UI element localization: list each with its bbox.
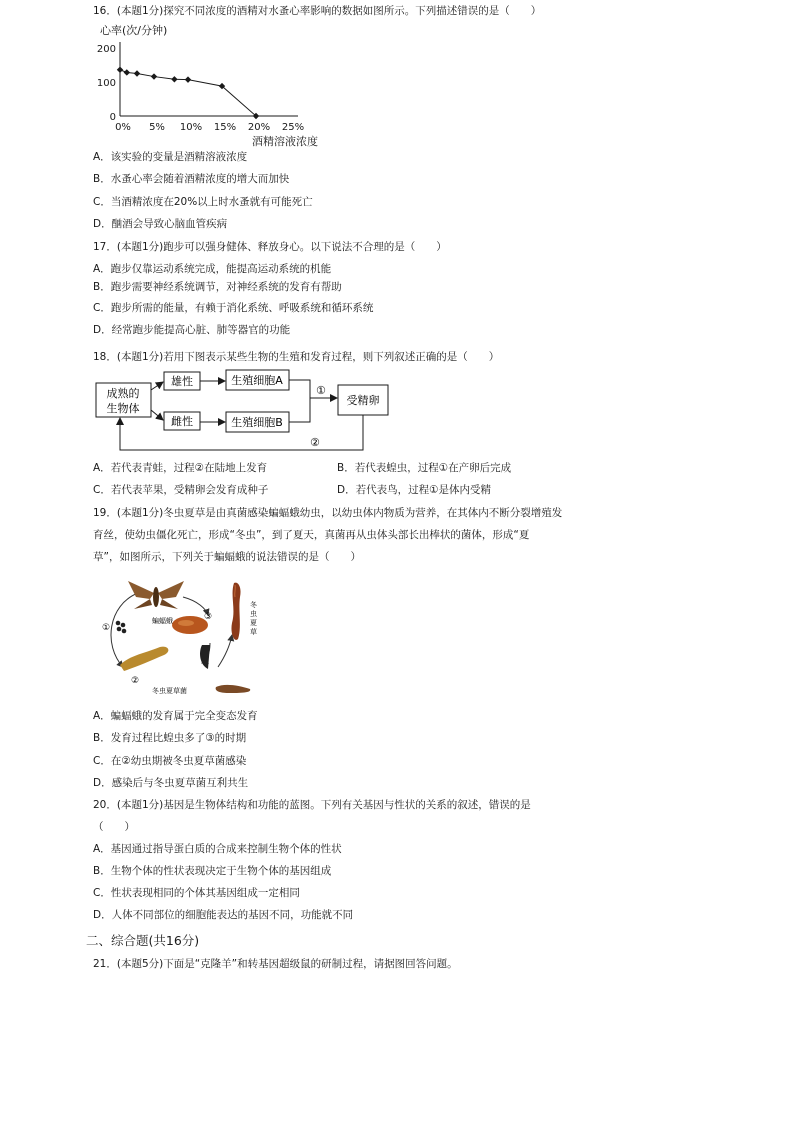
section-2-title: 二、综合题(共16分) [86, 933, 200, 948]
question-18-option-c[interactable]: C．若代表苹果，受精卵会发育成种子 [93, 484, 269, 496]
question-19-option-d[interactable]: D．感染后与冬虫夏草菌互利共生 [93, 777, 249, 789]
cordyceps-label-char: 草 [250, 628, 257, 636]
step-1-label: ① [102, 623, 111, 633]
cell-a-label: 生殖细胞A [231, 374, 283, 387]
moth-label: 蝙蝠蛾 [152, 617, 173, 625]
question-17-option-a[interactable]: A．跑步仅靠运动系统完成，能提高运动系统的机能 [93, 263, 332, 275]
male-label: 雄性 [171, 375, 193, 388]
line-cell-a-merge [289, 380, 337, 398]
pupa-image [172, 616, 208, 634]
chart-tick-labels [97, 44, 304, 133]
question-17-option-b[interactable]: B．跑步需要神经系统调节，对神经系统的发育有帮助 [93, 281, 342, 293]
question-19-stem-line3: 草”，如图所示，下列关于蝙蝠蛾的说法错误的是（ ） [93, 551, 361, 563]
cordyceps-label-char: 冬 [250, 601, 257, 609]
question-19-stem-line2: 育丝，使幼虫僵化死亡，形成“冬虫”，到了夏天，真菌再从虫体头部长出棒状的菌体，形成“夏 [93, 529, 530, 541]
data-point-marker [185, 76, 191, 82]
female-label: 雌性 [171, 415, 193, 428]
moth-image [128, 581, 184, 609]
x-tick-label: 0% [115, 122, 131, 133]
data-point-marker [134, 70, 140, 76]
organism-label-line2: 生物体 [106, 402, 140, 415]
x-tick-label: 10% [179, 122, 203, 133]
question-18-stem: 18．(本题1分)若用下图表示某些生物的生殖和发育过程，则下列叙述正确的是（ ） [93, 351, 500, 363]
fungus-larva-label: 冬虫夏草菌 [152, 687, 187, 695]
question-20-option-b[interactable]: B．生物个体的性状表现决定于生物个体的基因组成 [93, 865, 332, 877]
step-1-label: ① [316, 384, 326, 397]
question-16-option-d[interactable]: D．酗酒会导致心脑血管疾病 [93, 218, 228, 230]
question-20-stem: 20．(本题1分)基因是生物体结构和功能的蓝图。下列有关基因与性状的关系的叙述，错误的是 [93, 799, 531, 811]
infected-larva-image [200, 645, 250, 693]
y-tick-label: 200 [96, 44, 116, 55]
step-2-label: ② [131, 676, 140, 686]
cordyceps-label-char: 虫 [250, 610, 257, 618]
question-19-stem-line1: 19．(本题1分)冬虫夏草是由真菌感染蝙蝠蛾幼虫，以幼虫体内物质为营养，在其体内不断分裂增殖发 [93, 507, 563, 519]
data-point-marker [151, 73, 157, 79]
question-18-option-a[interactable]: A．若代表青蛙，过程②在陆地上发育 [93, 462, 268, 474]
y-tick-label: 0 [109, 112, 116, 123]
question-18-option-b[interactable]: B．若代表蝗虫，过程①在产卵后完成 [337, 462, 512, 474]
arrow-organism-female [151, 410, 163, 420]
cordyceps-label-char: 夏 [250, 619, 257, 627]
question-20-option-a[interactable]: A．基因通过指导蛋白质的合成来控制生物个体的性状 [93, 843, 342, 855]
question-16-option-c[interactable]: C．当酒精浓度在20%以上时水蚤就有可能死亡 [93, 196, 313, 208]
larva-image [120, 647, 168, 671]
question-16-option-b[interactable]: B．水蚤心率会随着酒精浓度的增大而加快 [93, 173, 290, 185]
chart-xlabel: 酒精溶液浓度 [252, 135, 318, 148]
cell-b-label: 生殖细胞B [231, 416, 283, 429]
question-17-option-c[interactable]: C．跑步所需的能量，有赖于消化系统、呼吸系统和循环系统 [93, 302, 374, 314]
question-20-option-d[interactable]: D．人体不同部位的细胞能表达的基因不同，功能就不同 [93, 909, 354, 921]
question-19-option-b[interactable]: B．发育过程比蝗虫多了③的时期 [93, 732, 247, 744]
question-18-option-d[interactable]: D．若代表鸟，过程①是体内受精 [337, 484, 491, 496]
x-tick-label: 15% [213, 122, 237, 133]
line-cell-b-merge [289, 398, 310, 422]
step-3-label: ③ [204, 612, 213, 622]
question-17-stem: 17．(本题1分)跑步可以强身健体、释放身心。以下说法不合理的是（ ） [93, 241, 447, 253]
y-tick-label: 100 [96, 78, 116, 89]
step-2-label: ② [310, 436, 320, 449]
reproduction-diagram [90, 368, 400, 458]
heart-rate-chart [90, 20, 350, 152]
question-19-option-c[interactable]: C．在②幼虫期被冬虫夏草菌感染 [93, 755, 247, 767]
question-16-option-a[interactable]: A．该实验的变量是酒精溶液浓度 [93, 151, 248, 163]
eggs-image [116, 621, 127, 634]
data-point-marker [171, 76, 177, 82]
x-tick-label: 20% [247, 122, 271, 133]
cordyceps-lifecycle-figure [98, 575, 268, 700]
data-point-marker [124, 69, 130, 75]
zygote-label: 受精卵 [346, 394, 380, 407]
question-21-stem: 21．(本题5分)下面是“克隆羊”和转基因超级鼠的研制过程，请据图回答问题。 [93, 958, 458, 970]
question-20-option-c[interactable]: C．性状表现相同的个体其基因组成一定相同 [93, 887, 300, 899]
question-19-option-a[interactable]: A．蝙蝠蛾的发育属于完全变态发育 [93, 710, 258, 722]
organism-label-line1: 成熟的 [106, 387, 140, 400]
arrow-organism-male [151, 382, 163, 390]
chart-axes [120, 42, 298, 116]
data-point-marker [117, 67, 123, 73]
cordyceps-image [231, 583, 240, 640]
x-tick-label: 25% [281, 122, 305, 133]
question-20-stem-bracket: （ ） [93, 821, 135, 833]
chart-ylabel: 心率(次/分钟) [100, 24, 168, 37]
chart-series-line [117, 67, 259, 120]
x-tick-label: 5% [149, 122, 165, 133]
question-17-option-d[interactable]: D．经常跑步能提高心脏、肺等器官的功能 [93, 324, 291, 336]
question-16-stem: 16．(本题1分)探究不同浓度的酒精对水蚤心率影响的数据如图所示。下列描述错误的是（ ） [93, 5, 542, 17]
cycle-arrow [218, 635, 232, 667]
